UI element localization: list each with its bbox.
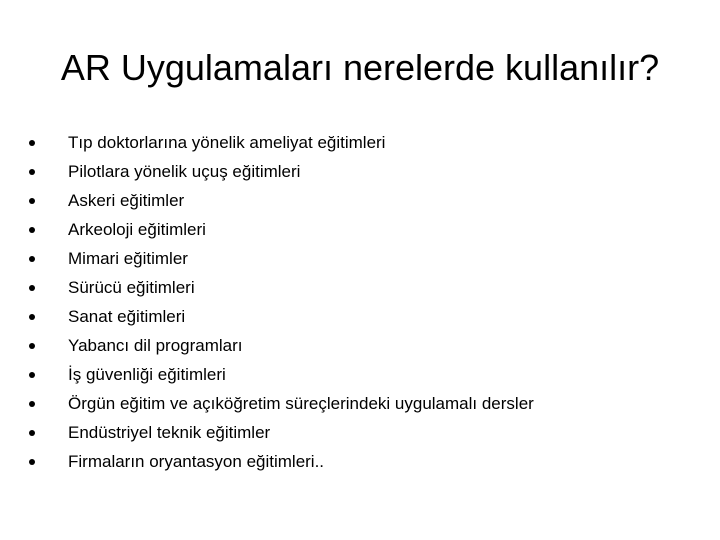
bullet-icon: [29, 227, 35, 233]
slide-title: AR Uygulamaları nerelerde kullanılır?: [60, 47, 660, 88]
bullet-icon: [29, 401, 35, 407]
list-item: [26, 244, 706, 273]
list-item-text: Örgün eğitim ve açıköğretim süreçlerindeki uygulamalı dersler: [68, 394, 534, 413]
bullet-icon: [29, 140, 35, 146]
list-item: [26, 447, 706, 476]
list-item: [26, 273, 706, 302]
bullet-icon: [29, 169, 35, 175]
bullet-icon: [29, 372, 35, 378]
list-item: [26, 389, 706, 418]
bullet-icon: [29, 314, 35, 320]
list-item: [26, 331, 706, 360]
list-item: [26, 157, 706, 186]
list-item-text: Askeri eğitimler: [68, 191, 185, 210]
list-item-text: Sanat eğitimleri: [68, 307, 186, 326]
list-item: [26, 215, 706, 244]
list-item-text: Pilotlara yönelik uçuş eğitimleri: [68, 162, 301, 181]
bullet-icon: [29, 430, 35, 436]
bullet-icon: [29, 285, 35, 291]
list-item-text: İş güvenliği eğitimleri: [68, 365, 226, 384]
list-item: [26, 418, 706, 447]
bullet-icon: [29, 198, 35, 204]
bullet-icon: [29, 256, 35, 262]
list-item-text: Arkeoloji eğitimleri: [68, 220, 206, 239]
list-item-text: Tıp doktorlarına yönelik ameliyat eğitimleri: [68, 133, 386, 152]
list-item-text: Mimari eğitimler: [68, 249, 188, 268]
list-item-text: Yabancı dil programları: [68, 336, 243, 355]
list-item: [26, 186, 706, 215]
list-item-text: Firmaların oryantasyon eğitimleri..: [68, 452, 325, 471]
list-item: [26, 360, 706, 389]
list-item-text: Sürücü eğitimleri: [68, 278, 195, 297]
list-item: [26, 128, 706, 157]
bullet-icon: [29, 343, 35, 349]
list-item-text: Endüstriyel teknik eğitimler: [68, 423, 271, 442]
bullet-list: [26, 128, 706, 476]
bullet-icon: [29, 459, 35, 465]
list-item: [26, 302, 706, 331]
